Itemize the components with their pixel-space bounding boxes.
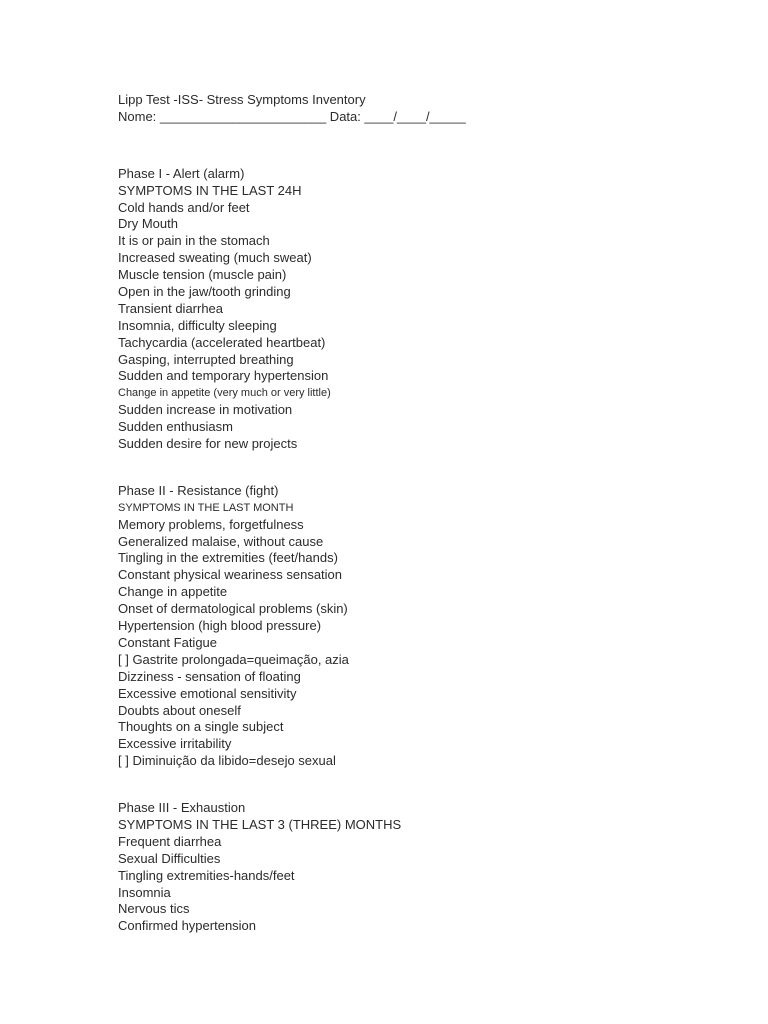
symptom-item: [ ] Gastrite prolongada=queimação, azia [118,651,349,667]
symptom-item: Constant Fatigue [118,634,218,650]
symptom-item: Tingling extremities-hands/feet [118,867,295,883]
symptom-item: Sudden increase in motivation [118,402,293,418]
phase-1-title: Phase I - Alert (alarm) [118,165,245,181]
phase-3-title: Phase III - Exhaustion [118,800,246,816]
symptom-item: Dry Mouth [118,216,178,232]
symptom-item: Insomnia [118,884,171,900]
symptom-item: Onset of dermatological problems (skin) [118,601,348,617]
symptom-item: Excessive irritability [118,736,232,752]
symptom-item: Increased sweating (much sweat) [118,250,312,266]
phase-1-subtitle: SYMPTOMS IN THE LAST 24H [118,182,302,198]
symptom-item: Doubts about oneself [118,702,241,718]
symptom-item: Sexual Difficulties [118,850,221,866]
phase-1-section [118,166,738,453]
symptom-item: Change in appetite [118,584,228,600]
symptom-item: Generalized malaise, without cause [118,533,324,549]
phase-3-subtitle: SYMPTOMS IN THE LAST 3 (THREE) MONTHS [118,816,402,832]
symptom-item: It is or pain in the stomach [118,233,270,249]
phase-2-title: Phase II - Resistance (fight) [118,482,279,498]
symptom-item: [ ] Diminuição da libido=desejo sexual [118,753,336,769]
document-page [118,92,738,935]
symptom-item: Dizziness - sensation of floating [118,668,301,684]
document-title: Lipp Test -ISS- Stress Symptoms Inventory [118,92,366,107]
name-date-line: Nome: _______________________ Data: ____/____/_____ [118,108,466,124]
symptom-item: Cold hands and/or feet [118,199,250,215]
symptom-item: Transient diarrhea [118,300,224,316]
symptom-item: Gasping, interrupted breathing [118,351,294,367]
phase-3-section [118,800,738,935]
symptom-item: Insomnia, difficulty sleeping [118,317,277,333]
symptom-item: Hypertension (high blood pressure) [118,618,322,634]
symptom-item: Thoughts on a single subject [118,719,284,735]
symptom-item: Confirmed hypertension [118,918,257,934]
symptom-item: Tachycardia (accelerated heartbeat) [118,334,326,350]
phase-2-section [118,483,738,770]
symptom-item: Sudden enthusiasm [118,419,233,435]
symptom-item: Muscle tension (muscle pain) [118,267,287,283]
symptom-item: Constant physical weariness sensation [118,567,343,583]
phase-2-subtitle: SYMPTOMS IN THE LAST MONTH [118,501,294,514]
symptom-item: Sudden desire for new projects [118,436,298,452]
symptom-item: Change in appetite (very much or very little) [118,387,331,400]
symptom-item: Nervous tics [118,901,190,917]
symptom-item: Excessive emotional sensitivity [118,685,297,701]
symptom-item: Open in the jaw/tooth grinding [118,284,291,300]
symptom-item: Sudden and temporary hypertension [118,368,329,384]
symptom-item: Frequent diarrhea [118,833,222,849]
symptom-item: Tingling in the extremities (feet/hands) [118,550,338,566]
symptom-item: Memory problems, forgetfulness [118,516,304,532]
